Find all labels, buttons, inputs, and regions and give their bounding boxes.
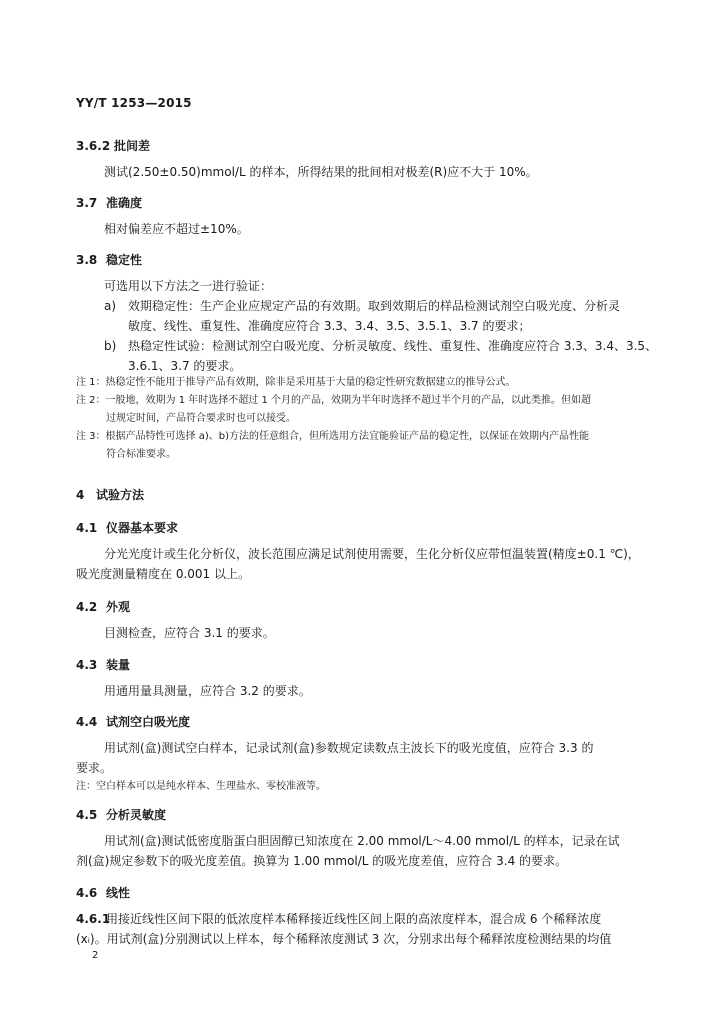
paragraph: 相对偏差应不超过±10%。 [104, 222, 249, 236]
section-number: 4.5 [76, 808, 98, 822]
note: 注 1：热稳定性不能用于推导产品有效期，除非是采用基于大量的稳定性研究数据建立的推导公式。 [76, 377, 516, 388]
paragraph-line: 吸光度测量精度在 0.001 以上。 [76, 567, 250, 581]
paragraph-line: (xᵢ)。用试剂(盒)分别测试以上样本，每个稀释浓度测试 3 次，分别求出每个稀释浓度检测结果的均值 [76, 932, 612, 946]
section-title: 分析灵敏度 [106, 808, 167, 822]
paragraph-line: 要求。 [76, 761, 113, 775]
section-number: 4.3 [76, 658, 98, 672]
paragraph-text: 用接近线性区间下限的低浓度样本稀释接近线性区间上限的高浓度样本，混合成 6 个稀释浓度 [106, 912, 602, 926]
section-number: 4 [76, 488, 85, 502]
note-continuation: 过规定时间，产品符合要求时也可以接受。 [106, 413, 296, 424]
standard-number: YY/T 1253—2015 [76, 96, 192, 110]
section-number: 4.2 [76, 600, 98, 614]
page-number: 2 [92, 950, 99, 961]
paragraph: 目测检查，应符合 3.1 的要求。 [104, 626, 275, 640]
paragraph-line [76, 909, 601, 929]
list-item-line: 热稳定性试验：检测试剂空白吸光度、分析灵敏度、线性、重复性、准确度应符合 3.3、3.4、3.5、 [128, 339, 658, 353]
note: 注：空白样本可以是纯水样本、生理盐水、零校准液等。 [76, 781, 326, 792]
section-title: 试验方法 [96, 488, 145, 502]
heading-4-2 [76, 598, 130, 615]
subsection-number: 4.6.1 [76, 912, 111, 926]
section-number: 4.1 [76, 521, 98, 535]
heading-4-6 [76, 884, 130, 901]
section-title: 稳定性 [106, 253, 143, 267]
paragraph: 测试(2.50±0.50)mmol/L 的样本，所得结果的批间相对极差(R)应不大于 10%。 [104, 165, 538, 179]
paragraph-line: 分光光度计或生化分析仪，波长范围应满足试剂使用需要，生化分析仪应带恒温装置(精度±0.1 ℃)， [104, 547, 640, 561]
heading-4-4 [76, 713, 190, 730]
note: 注 2：一般地，效期为 1 年时选择不超过 1 个月的产品，效期为半年时选择不超过半个月的产品，以此类推。但如超 [76, 395, 591, 406]
list-item-line: 敏度、线性、重复性、准确度应符合 3.3、3.4、3.5、3.5.1、3.7 的要求； [128, 319, 531, 333]
list-label: a) [104, 299, 117, 313]
section-number: 4.4 [76, 715, 98, 729]
section-number: 3.6.2 [76, 139, 111, 153]
paragraph-line: 剂(盒)规定参数下的吸光度差值。换算为 1.00 mmol/L 的吸光度差值，应符合 3.4 的要求。 [76, 854, 568, 868]
section-title: 外观 [106, 600, 131, 614]
list-label: b) [104, 339, 117, 353]
heading-4-1 [76, 519, 178, 536]
section-title: 装量 [106, 658, 131, 672]
paragraph-line: 用试剂(盒)测试低密度脂蛋白胆固醇已知浓度在 2.00 mmol/L～4.00 mmol/L 的样本，记录在试 [104, 834, 620, 848]
section-title: 准确度 [106, 196, 143, 210]
heading-3-6-2 [76, 137, 150, 154]
section-title: 线性 [106, 886, 131, 900]
note: 注 3：根据产品特性可选择 a)、b)方法的任意组合，但所选用方法宜能验证产品的稳定性，以保证在效期内产品性能 [76, 431, 589, 442]
heading-4-5 [76, 806, 166, 823]
note-continuation: 符合标准要求。 [106, 449, 176, 460]
list-item-line: 效期稳定性：生产企业应规定产品的有效期。取到效期后的样品检测试剂空白吸光度、分析灵 [128, 299, 621, 313]
list-item-line: 3.6.1、3.7 的要求。 [128, 359, 242, 373]
section-number: 3.7 [76, 196, 98, 210]
heading-4-3 [76, 656, 130, 673]
paragraph: 用通用量具测量，应符合 3.2 的要求。 [104, 684, 311, 698]
heading-3-7 [76, 194, 142, 211]
section-number: 4.6 [76, 886, 98, 900]
section-title: 仪器基本要求 [106, 521, 179, 535]
heading-4 [76, 486, 144, 503]
section-number: 3.8 [76, 253, 98, 267]
section-title: 批间差 [114, 139, 151, 153]
paragraph: 可选用以下方法之一进行验证： [104, 279, 273, 293]
heading-3-8 [76, 251, 142, 268]
section-title: 试剂空白吸光度 [106, 715, 191, 729]
paragraph-line: 用试剂(盒)测试空白样本，记录试剂(盒)参数规定读数点主波长下的吸光度值，应符合 3.3 的 [104, 741, 594, 755]
